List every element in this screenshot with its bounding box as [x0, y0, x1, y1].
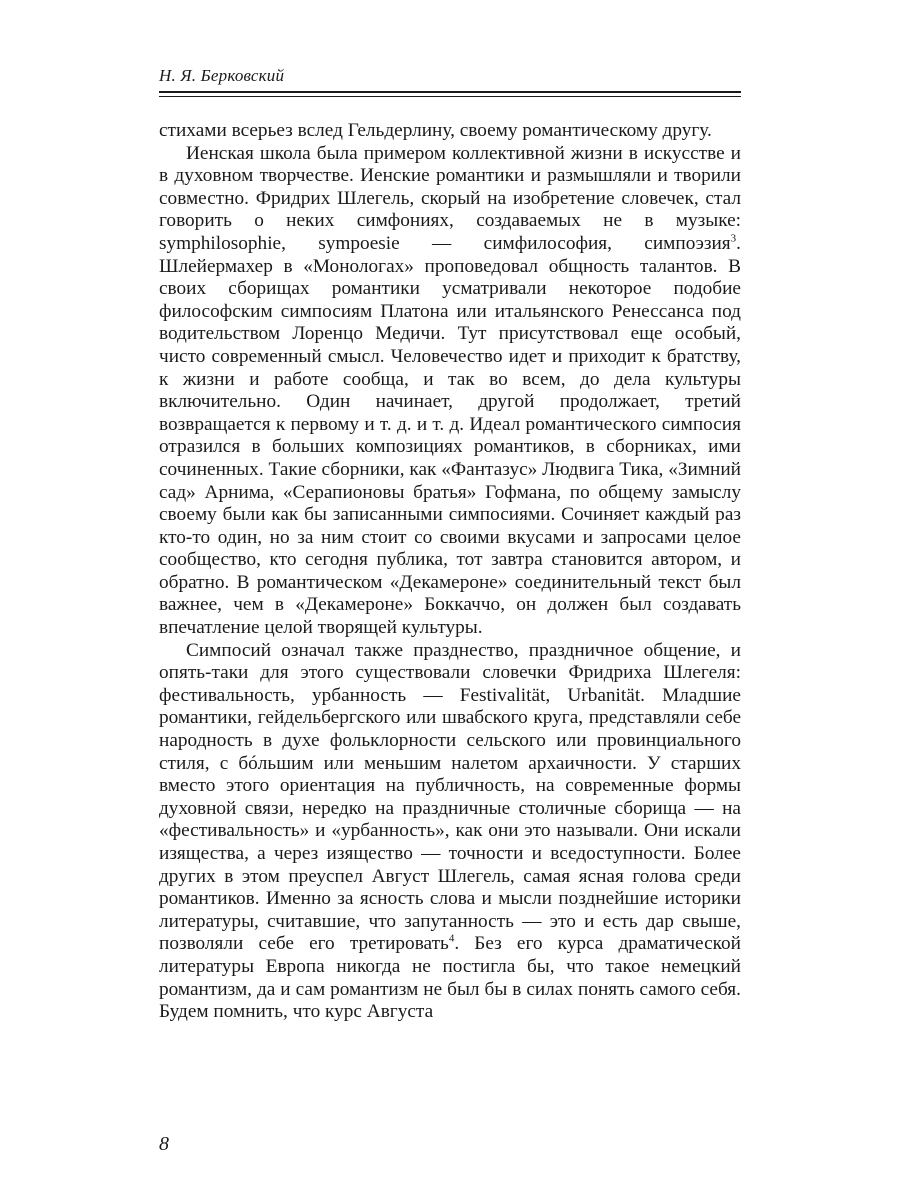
body-text: [159, 120, 741, 1024]
paragraph-text: Иенская школа была примером коллективной жизни в искусстве и в духовном творчестве. Иенские романтики и размышляли и творили совместно. Фридрих Шлегель, скорый на изобретение словечек, стал говорить о неких симфониях, создаваемых не в музыке: symphilosophie, sympoesie — симфилософия, симпоэзия: [159, 142, 741, 254]
footnote-marker: 4: [448, 932, 455, 945]
header-rule-thin: [159, 96, 741, 97]
paragraph: [159, 120, 741, 143]
page-number: 8: [159, 1133, 169, 1155]
paragraph-text: стихами всерьез вслед Гельдерлину, своему романтическому другу.: [159, 120, 712, 141]
paragraph-text: . Без его курса драматической литературы Европа никогда не постигла бы, что такое немецкий романтизм, да и сам романтизм не был бы в силах понять самого себя. Будем помнить, что курс Августа: [159, 933, 741, 1023]
paragraph-text: . Шлейермахер в «Монологах» проповедовал общность талантов. В своих сборищах романтики усматривали некоторое подобие философским симпосиям Платона или итальянского Ренессанса под водительством Лоренцо Медичи. Тут присутствовал еще особый, чисто современный смысл. Человечество идет и приходит к братству, к жизни и работе сообща, и так во всем, до дела культуры включительно. Один начинает, другой продолжает, третий возвращается к первому и т. д. и т. д. Идеал романтического симпосия отразился в больших композициях романтиков, в сборниках, ими сочиненных. Такие сборники, как «Фантазус» Людвига Тика, «Зимний сад» Арнима, «Серапионовы братья» Гофмана, по общему замыслу своему были как бы записанными симпосиями. Сочиняет каждый раз кто-то один, но за ним стоит со своими вкусами и запросами целое сообщество, кто сегодня публика, тот завтра становится автором, и обратно. В романтическом «Декамероне» соединительный текст был важнее, чем в «Декамероне» Боккаччо, он должен был создавать впечатление целой творящей культуры.: [159, 232, 741, 639]
header-rule-thick: [159, 91, 741, 93]
paragraph-text: Симпосий означал также празднество, праздничное общение, и опять-таки для этого существовали словечки Фридриха Шлегеля: фестивальность, урбанность — Festivalität, Urbanität. Младшие романтики, гейдельбергского или швабского круга, представляли себе народность в духе фольклорности сельского или провинциального стиля, с бóльшим или меньшим налетом архаичности. У старших вместо этого ориентация на публичность, на современные формы духовной связи, нередко на праздничные столичные сборища — на «фестивальность» и «урбанность», как они это называли. Они искали изящества, а через изящество — точности и вседоступности. Более других в этом преуспел Август Шлегель, самая ясная голова среди романтиков. Именно за ясность слова и мысли позднейшие историки литературы, считавшие, что запутанность — это и есть дар свыше, позволяли себе его третировать: [159, 639, 741, 955]
running-header: Н. Я. Берковский: [159, 66, 285, 85]
paragraph: [159, 640, 741, 1024]
paragraph: [159, 143, 741, 640]
footnote-marker: 3: [730, 232, 737, 245]
